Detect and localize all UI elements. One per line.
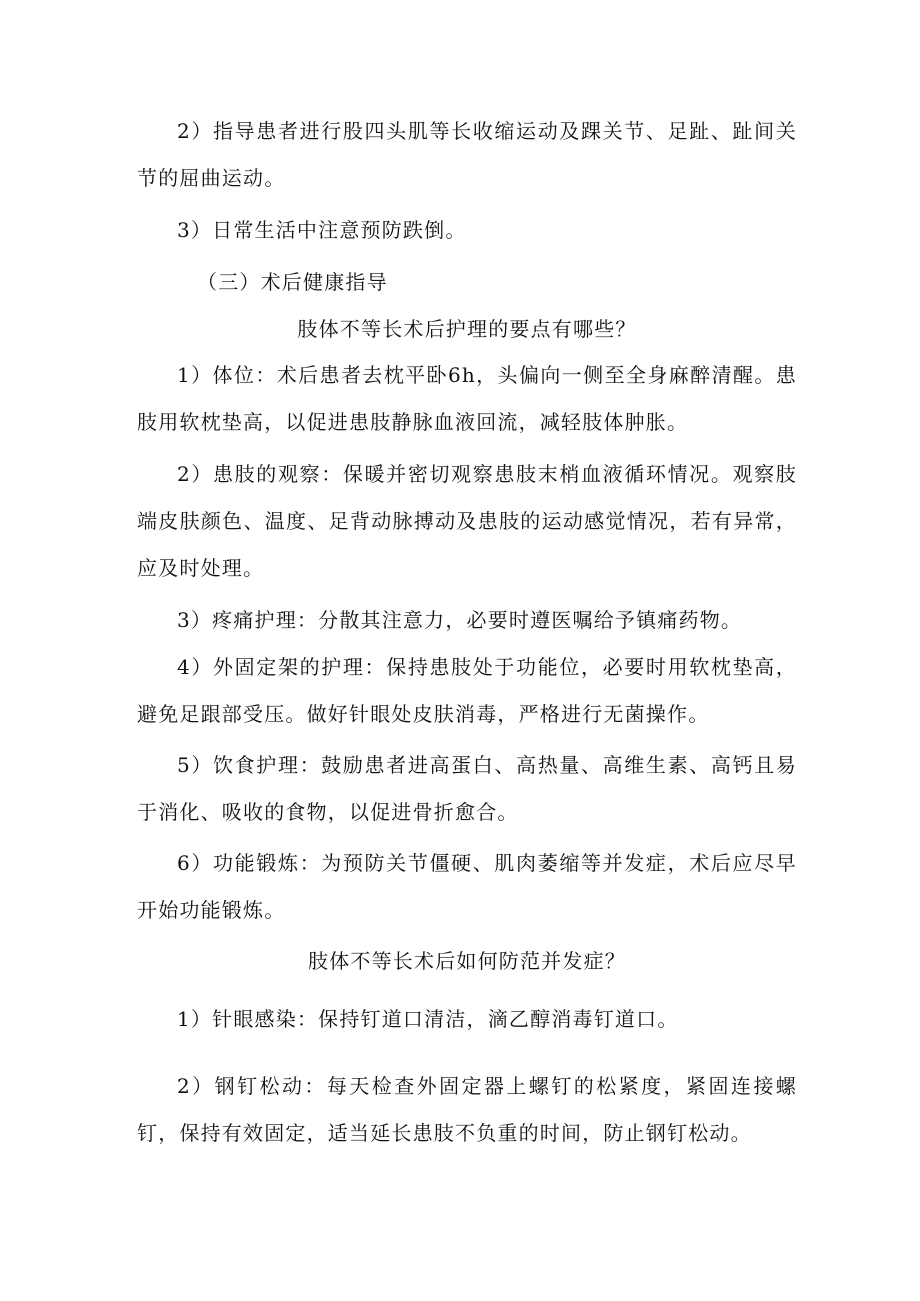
paragraph-position: 1）体位：术后患者去枕平卧6h，头偏向一侧至全身麻醉清醒。患肢用软枕垫高，以促进患肢静脉血液回流，减轻肢体肿胀。 <box>137 363 797 434</box>
paragraph-pin-loosening: 2）钢钉松动：每天检查外固定器上螺钉的松紧度，紧固连接螺钉，保持有效固定，适当延长患肢不负重的时间，防止钢钉松动。 <box>137 1074 797 1145</box>
paragraph-diet-care: 5）饮食护理：鼓励患者进高蛋白、高热量、高维生素、高钙且易于消化、吸收的食物，以促进骨折愈合。 <box>137 753 797 824</box>
paragraph-pain-care: 3）疼痛护理：分散其注意力，必要时遵医嘱给予镇痛药物。 <box>177 608 743 632</box>
question-heading-complications: 肢体不等长术后如何防范并发症？ <box>308 949 626 973</box>
paragraph-pin-infection: 1）针眼感染：保持钉道口清洁，滴乙醇消毒钉道口。 <box>177 1007 679 1031</box>
question-heading-nursing-points: 肢体不等长术后护理的要点有哪些？ <box>297 317 637 341</box>
paragraph-fall-prevention: 3）日常生活中注意预防跌倒。 <box>177 218 467 242</box>
paragraph-limb-observation: 2）患肢的观察：保暖并密切观察患肢末梢血液循环情况。观察肢端皮肤颜色、温度、足背动脉搏动及患肢的运动感觉情况，若有异常，应及时处理。 <box>137 462 797 580</box>
paragraph-functional-exercise: 6）功能锻炼：为预防关节僵硬、肌肉萎缩等并发症，术后应尽早开始功能锻炼。 <box>137 851 797 922</box>
paragraph-external-fixator-care: 4）外固定架的护理：保持患肢处于功能位，必要时用软枕垫高，避免足跟部受压。做好针眼处皮肤消毒，严格进行无菌操作。 <box>137 655 797 726</box>
paragraph-exercise-guidance: 2）指导患者进行股四头肌等长收缩运动及踝关节、足趾、趾间关节的屈曲运动。 <box>137 119 797 190</box>
section-heading-postop-guidance: （三）术后健康指导 <box>197 270 388 294</box>
